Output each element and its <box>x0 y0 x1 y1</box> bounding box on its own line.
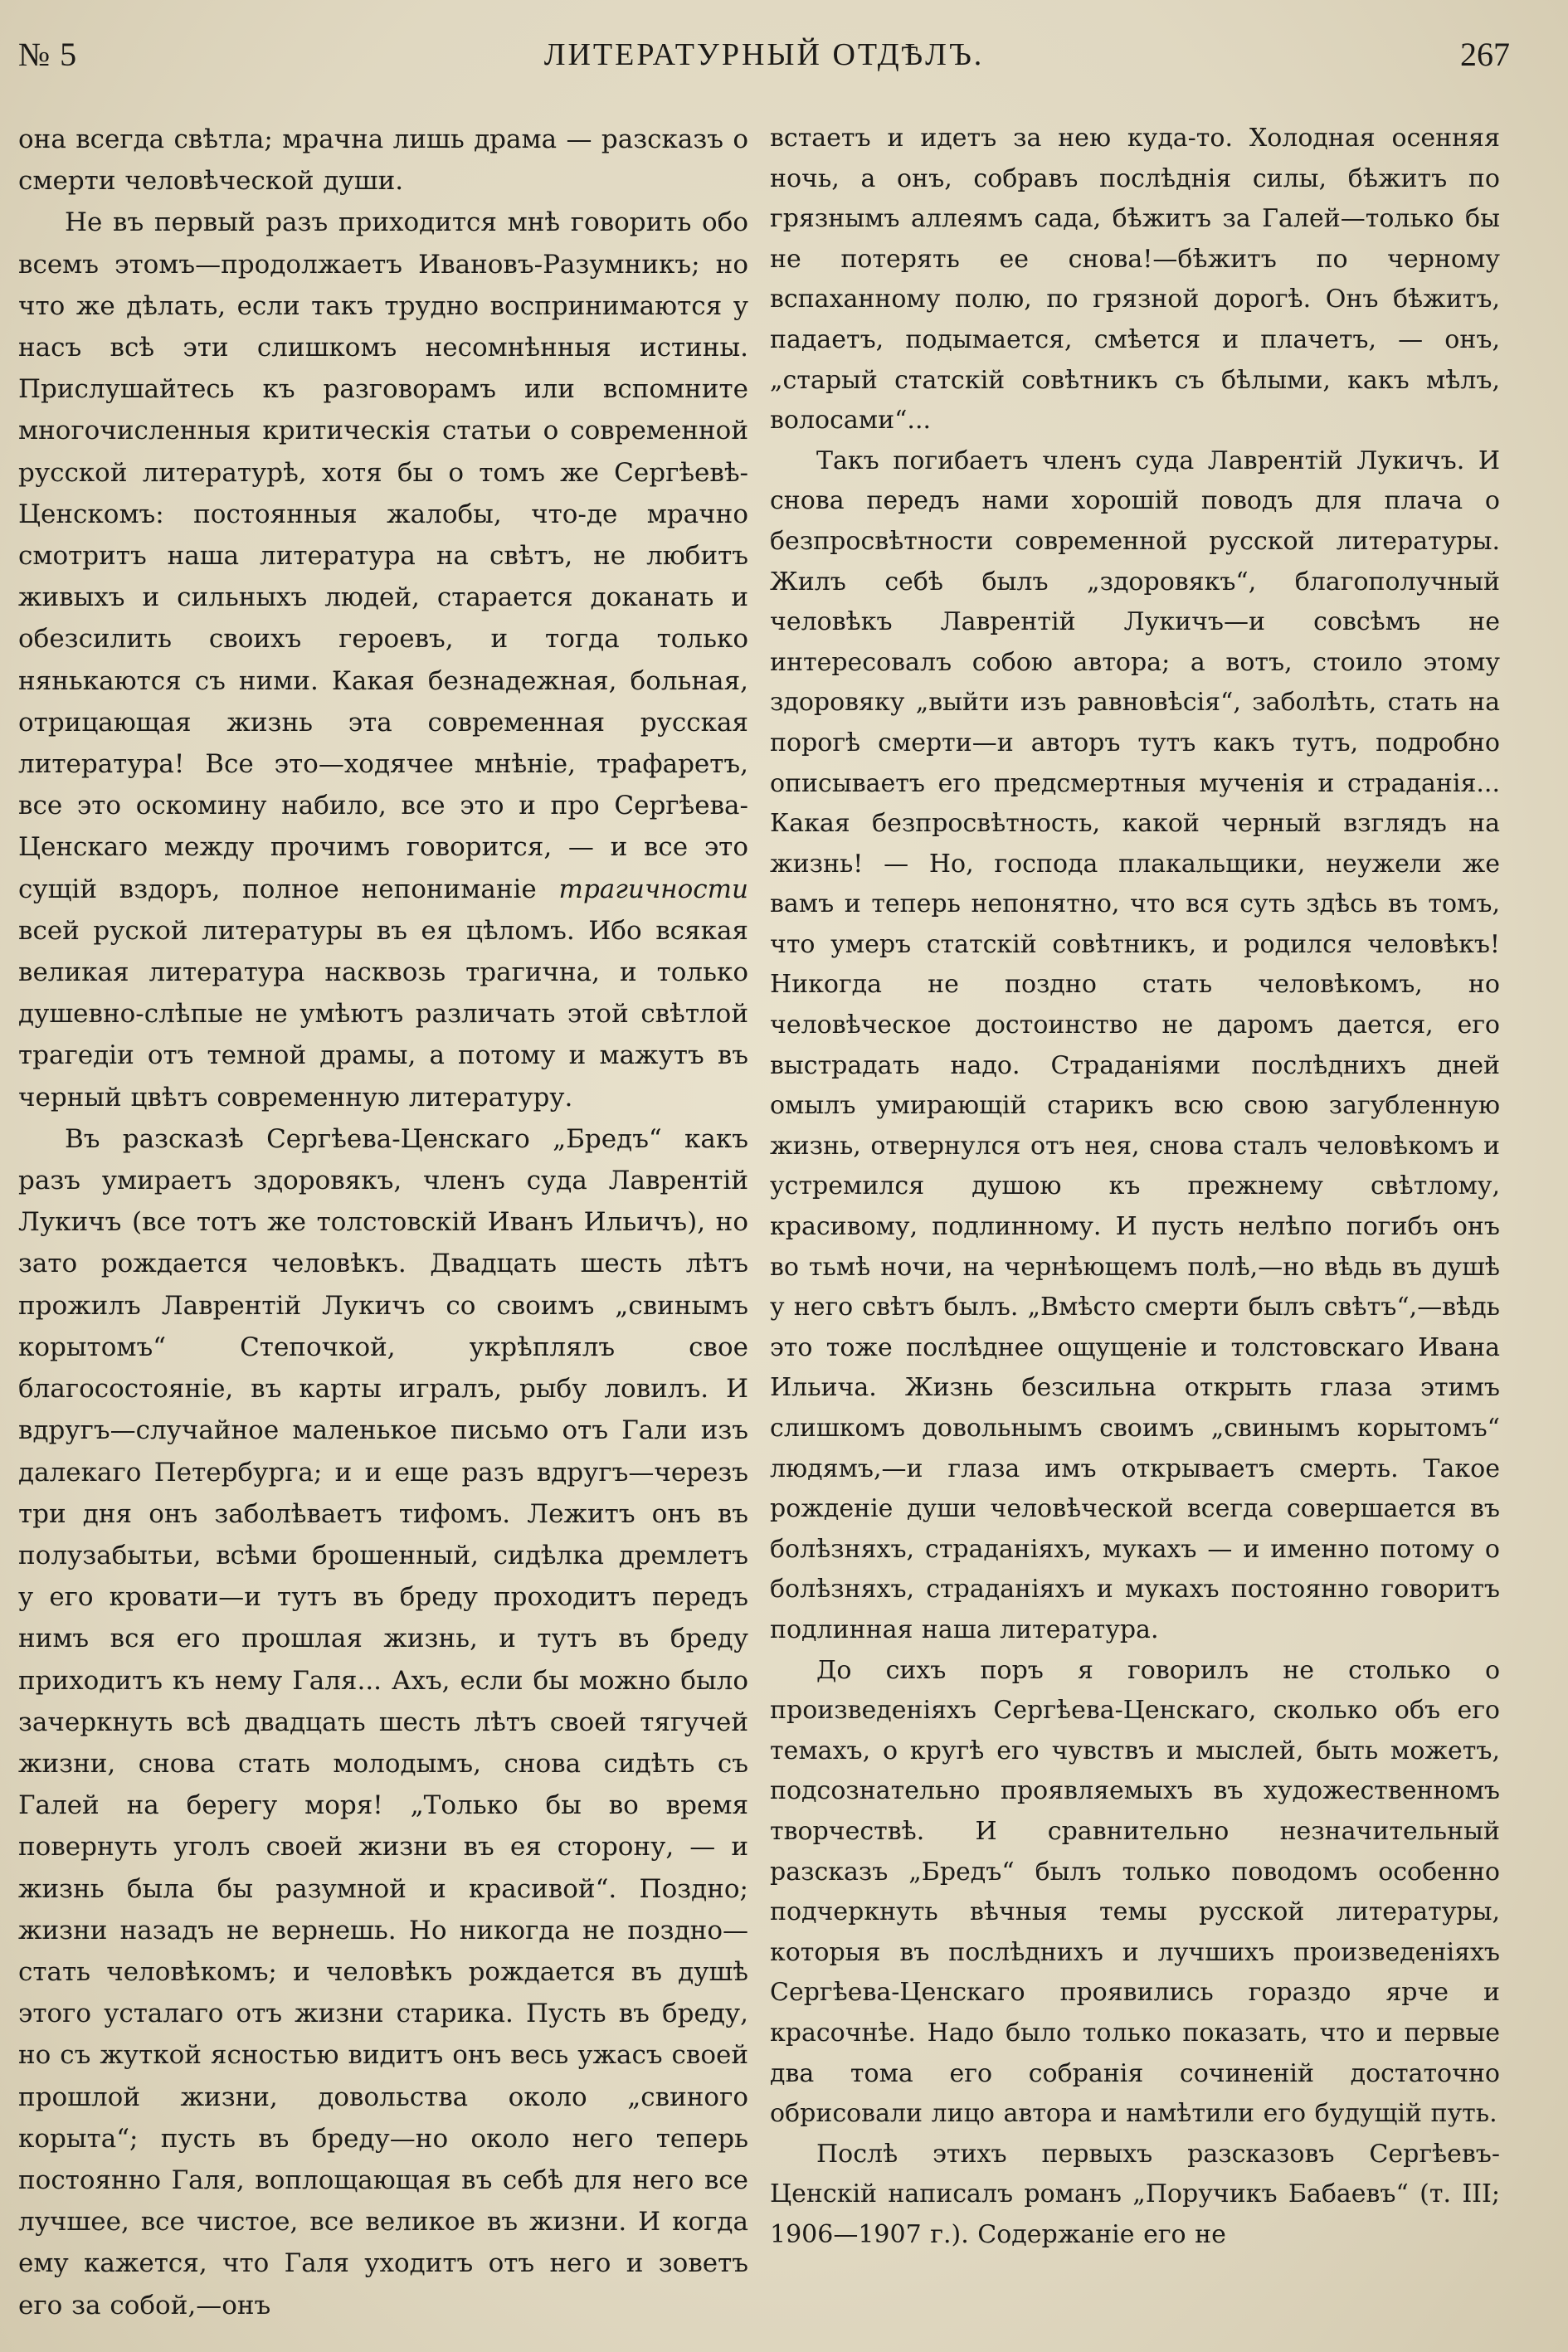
paragraph: Послѣ этихъ первыхъ разсказовъ Сергѣевъ-Ценскій написалъ романъ „Поручикъ Бабаевъ“ (т. III; 1906—1907 г.). Содержаніе его не <box>770 2139 1500 2249</box>
left-column <box>18 119 748 2326</box>
paragraph: Такъ погибаетъ членъ суда Лаврентій Лукичъ. И снова передъ нами хорошій поводъ для плача о безпросвѣтности современной русской литературы. Жилъ себѣ былъ „здоровякъ“, благополучный человѣкъ Лаврентій Лукичъ—и совсѣмъ не интересовалъ собою автора; а вотъ, стоило этому здоровяку „выйти изъ равновѣсія“, заболѣть, стать на порогѣ смерти—и авторъ тутъ какъ тутъ, подробно описываетъ его предсмертныя мученія и страданія... Какая безпросвѣтность, какой черный взглядъ на жизнь! — Но, господа плакальщики, неужели же вамъ и теперь непонятно, что вся суть здѣсь въ томъ, что умеръ статскій совѣтникъ, и родился человѣкъ! Никогда не поздно стать человѣкомъ, но человѣческое достоинство не даромъ дается, его выстрадать надо. Страданіями послѣднихъ дней омылъ умирающій старикъ всю свою загубленную жизнь, отвернулся отъ нея, снова сталъ человѣкомъ и устремился душою къ прежнему свѣтлому, красивому, подлинному. И пусть нелѣпо погибъ онъ во тьмѣ ночи, на чернѣющемъ полѣ,—но вѣдь въ душѣ у него свѣтъ былъ. „Вмѣсто смерти былъ свѣтъ“,—вѣдь это тоже послѣднее ощущеніе и толстовскаго Ивана Ильича. Жизнь безсильна открыть глаза этимъ слишкомъ довольнымъ своимъ „свинымъ корытомъ“ людямъ,—и глаза имъ открываетъ смерть. Такое рожденіе души человѣческой всегда совершается въ болѣзняхъ, страданіяхъ, мукахъ — и именно потому о болѣзняхъ, страданіяхъ и мукахъ постоянно говоритъ подлинная наша литература. <box>770 446 1500 1644</box>
paragraph <box>18 202 748 1118</box>
paragraph: Въ разсказѣ Сергѣева-Ценскаго „Бредъ“ какъ разъ умираетъ здоровякъ, членъ суда Лаврентій Лукичъ (все тотъ же толстовскій Иванъ Ильичъ), но зато рождается человѣкъ. Двадцать шесть лѣтъ прожилъ Лаврентій Лукичъ со своимъ „свинымъ корытомъ“ Степочкой, укрѣплялъ свое благосостояніе, въ карты игралъ, рыбу ловилъ. И вдругъ—случайное маленькое письмо отъ Гали изъ далекаго Петербурга; и и еще разъ вдругъ—черезъ три дня онъ заболѣваетъ тифомъ. Лежитъ онъ въ полузабытьи, всѣми брошенный, сидѣлка дремлетъ у его кровати—и тутъ въ бреду проходитъ передъ нимъ вся его прошлая жизнь, и тутъ въ бреду приходитъ къ нему Галя... Ахъ, если бы можно было зачеркнуть всѣ двадцать шесть лѣтъ своей тягучей жизни, снова стать молодымъ, снова сидѣть съ Галей на берегу моря! „Только бы во время повернуть уголъ своей жизни въ ея сторону, — и жизнь была бы разумной и красивой“. Поздно; жизни назадъ не вернешь. Но никогда не поздно—стать человѣкомъ; и человѣкъ рождается въ душѣ этого усталаго отъ жизни старика. Пусть въ бреду, но съ жуткой ясностью видитъ онъ весь ужасъ своей прошлой жизни, довольства около „свиного корыта“; пусть въ бреду—но около него теперь постоянно Галя, воплощающая въ себѣ для него все лучшее, все чистое, все великое въ жизни. И когда ему кажется, что Галя уходитъ отъ него и зоветъ его за собой,—онъ <box>18 1123 748 2320</box>
section-title: ЛИТЕРАТУРНЫЙ ОТДѢЛЪ. <box>543 37 985 72</box>
emphasized-word: трагичности <box>558 874 748 904</box>
issue-number: № 5 <box>18 36 78 73</box>
paragraph: До сихъ поръ я говорилъ не столько о произведеніяхъ Сергѣева-Ценскаго, сколько объ его темахъ, о кругѣ его чувствъ и мыслей, быть можетъ, подсознательно проявляемыхъ въ художественномъ творчествѣ. И сравнительно незначительный разсказъ „Бредъ“ былъ только поводомъ особенно подчеркнуть вѣчныя темы русской литературы, которыя въ послѣднихъ и лучшихъ произведеніяхъ Сергѣева-Ценскаго проявились гораздо ярче и красочнѣе. Надо было только показать, что и первые два тома его собранія сочиненій достаточно обрисовали лицо автора и намѣтили его будущій путь. <box>770 1655 1500 2129</box>
right-column <box>770 119 1500 2255</box>
page-header <box>18 35 1510 85</box>
paragraph-text: всей руской литературы въ ея цѣломъ. Ибо всякая великая литература насквозь трагична, и только душевно-слѣпые не умѣютъ различать этой свѣтлой трагедіи отъ темной драмы, а потому и мажутъ въ черный цвѣтъ современную литературу. <box>18 915 748 1113</box>
paragraph: встаетъ и идетъ за нею куда-то. Холодная осенняя ночь, а онъ, собравъ послѣднія силы, бѣжитъ по грязнымъ аллеямъ сада, бѣжитъ за Галей—только бы не потерять ее снова!—бѣжитъ по черному вспаханному полю, по грязной дорогѣ. Онъ бѣжитъ, падаетъ, подымается, смѣется и плачетъ, — онъ, „старый статскій совѣтникъ съ бѣлыми, какъ мѣлъ, волосами“... <box>770 124 1500 436</box>
paragraph: она всегда свѣтла; мрачна лишь драма — разсказъ о смерти человѣческой души. <box>18 124 748 197</box>
page-number: 267 <box>1460 36 1510 73</box>
paragraph-text: Не въ первый разъ приходится мнѣ говорить обо всемъ этомъ—продолжаетъ Ивановъ-Разумникъ; но что же дѣлать, если такъ трудно воспринимаются у насъ всѣ эти слишкомъ несомнѣнныя истины. Прислушайтесь къ разговорамъ или вспомните многочисленныя критическія статьи о современной русской литературѣ, хотя бы о томъ же Сергѣевѣ-Ценскомъ: постоянныя жалобы, что-де мрачно смотритъ наша литература на свѣтъ, не любитъ живыхъ и сильныхъ людей, старается доканать и обезсилить своихъ героевъ, и тогда только нянькаются съ ними. Какая безнадежная, больная, отрицающая жизнь эта современная русская литература! Все это—ходячее мнѣніе, трафаретъ, все это оскомину набило, все это и про Сергѣева-Ценскаго между прочимъ говорится, — и все это сущій вздоръ, полное непониманіе <box>18 207 748 904</box>
